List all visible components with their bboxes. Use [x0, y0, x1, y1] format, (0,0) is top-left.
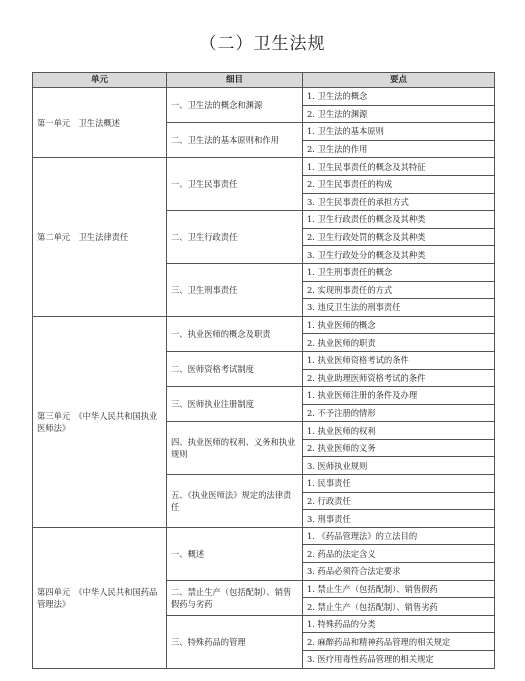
point-cell: 2. 执业医师的义务: [303, 439, 495, 457]
point-cell: 1. 执业医师的概念: [303, 316, 495, 334]
syllabus-table: [32, 72, 495, 669]
point-cell: 2. 麻醉药品和精神药品管理的相关规定: [303, 633, 495, 651]
unit-cell: 第四单元 《中华人民共和国药品管理法》: [33, 527, 167, 668]
table-row: [33, 316, 495, 334]
table-row: [33, 158, 495, 176]
point-cell: 3. 医师执业规则: [303, 457, 495, 475]
point-cell: 1. 卫生刑事责任的概念: [303, 263, 495, 281]
point-cell: 1. 特殊药品的分类: [303, 615, 495, 633]
table-header-row: [33, 73, 495, 88]
point-cell: 1. 执业医师的权利: [303, 422, 495, 440]
subitem-cell: 二、卫生法的基本原则和作用: [167, 123, 303, 158]
point-cell: 3. 刑事责任: [303, 510, 495, 528]
subitem-cell: 四、执业医师的权利、义务和执业规则: [167, 422, 303, 475]
point-cell: 1. 卫生法的基本原则: [303, 123, 495, 141]
point-cell: 2. 卫生行政处罚的概念及其种类: [303, 228, 495, 246]
point-cell: 2. 执业医师的职责: [303, 334, 495, 352]
subitem-cell: 二、禁止生产（包括配制）、销售假药与劣药: [167, 580, 303, 615]
header-unit: 单元: [33, 73, 167, 88]
subitem-cell: 三、卫生刑事责任: [167, 263, 303, 316]
unit-cell: 第三单元 《中华人民共和国执业医师法》: [33, 316, 167, 527]
point-cell: 2. 药品的法定含义: [303, 545, 495, 563]
table-row: [33, 527, 495, 545]
point-cell: 1. 执业医师注册的条件及办理: [303, 387, 495, 405]
point-cell: 3. 卫生民事责任的承担方式: [303, 193, 495, 211]
point-cell: 3. 卫生行政处分的概念及其种类: [303, 246, 495, 264]
subitem-cell: 一、执业医师的概念及职责: [167, 316, 303, 351]
subitem-cell: 五、《执业医师法》规定的法律责任: [167, 475, 303, 528]
unit-cell: 第二单元 卫生法律责任: [33, 158, 167, 316]
point-cell: 2. 禁止生产（包括配制）、销售劣药: [303, 598, 495, 616]
subitem-cell: 一、概述: [167, 527, 303, 580]
subitem-cell: 二、卫生行政责任: [167, 211, 303, 264]
point-cell: 2. 卫生民事责任的构成: [303, 175, 495, 193]
point-cell: 2. 不予注册的情形: [303, 404, 495, 422]
point-cell: 1. 卫生行政责任的概念及其种类: [303, 211, 495, 229]
point-cell: 2. 执业助理医师资格考试的条件: [303, 369, 495, 387]
page-title: （二）卫生法规: [199, 34, 326, 54]
subitem-cell: 一、卫生法的概念和渊源: [167, 88, 303, 123]
point-cell: 2. 实现刑事责任的方式: [303, 281, 495, 299]
point-cell: 3. 药品必须符合法定要求: [303, 563, 495, 581]
point-cell: 2. 卫生法的渊源: [303, 105, 495, 123]
header-subitem: 细目: [167, 73, 303, 88]
subitem-cell: 三、特殊药品的管理: [167, 615, 303, 668]
subitem-cell: 二、医师资格考试制度: [167, 351, 303, 386]
point-cell: 2. 行政责任: [303, 492, 495, 510]
subitem-cell: 一、卫生民事责任: [167, 158, 303, 211]
point-cell: 3. 违反卫生法的刑事责任: [303, 299, 495, 317]
point-cell: 1. 卫生法的概念: [303, 88, 495, 106]
point-cell: 1. 禁止生产（包括配制）、销售假药: [303, 580, 495, 598]
point-cell: 1. 民事责任: [303, 475, 495, 493]
point-cell: 1. 《药品管理法》的立法目的: [303, 527, 495, 545]
point-cell: 3. 医疗用毒性药品管理的相关规定: [303, 651, 495, 669]
subitem-cell: 三、医师执业注册制度: [167, 387, 303, 422]
point-cell: 2. 卫生法的作用: [303, 140, 495, 158]
point-cell: 1. 卫生民事责任的概念及其特征: [303, 158, 495, 176]
table-row: [33, 88, 495, 106]
unit-cell: 第一单元 卫生法概述: [33, 88, 167, 158]
point-cell: 1. 执业医师资格考试的条件: [303, 351, 495, 369]
header-point: 要点: [303, 73, 495, 88]
